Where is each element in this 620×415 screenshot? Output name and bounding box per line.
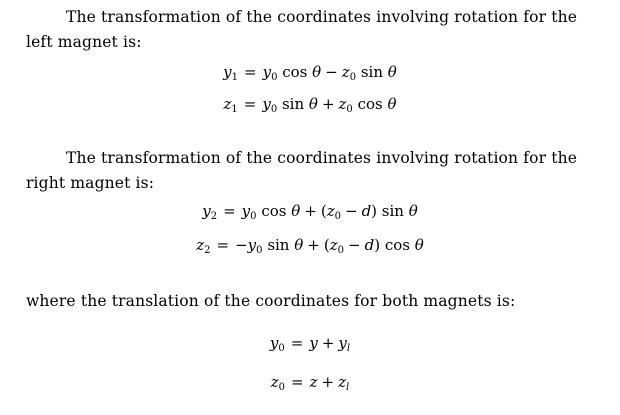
equation-y0: $y_0 = y + y_l$ [269,334,351,354]
paragraph-right-magnet [26,146,594,196]
paragraph-translation [26,289,594,314]
equation-y1: $y_1 = y_0$ $\cos \theta - z_0$ sin θ [223,63,397,83]
equation-z1: $z_1 = y_0$ $\sin \theta + z_0$ cos θ [223,95,397,115]
paragraph-translation-text: where the translation of the coordinates for both magnets is: [26,292,516,310]
paragraph-left-magnet [26,5,594,55]
equation-z0: $z_0 = z + z_l$ [270,373,350,393]
equation-z2: $z_2 = -y_0$ $\sin \theta + (z_0 - d)$ cos θ [196,236,424,256]
paragraph-left-magnet-text: The transformation of the coordinates involving rotation for the left magnet is: [26,8,578,51]
equation-y2: $y_2 = y_0$ $\cos \theta + (z_0 - d)$ sin θ [202,202,418,222]
paragraph-right-magnet-text: The transformation of the coordinates involving rotation for the right magnet is: [26,149,578,192]
